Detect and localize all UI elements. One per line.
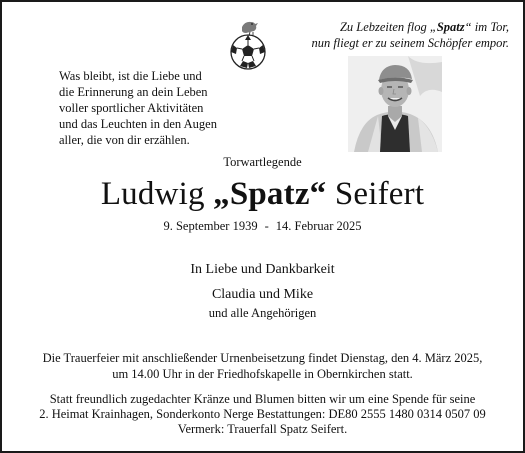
- donation-notice: [2, 392, 523, 437]
- birth-date: 9. September 1939: [163, 219, 258, 233]
- poem-line: die Erinnerung an dein Leben: [59, 85, 208, 99]
- donation-notice-line: Vermerk: Trauerfall Spatz Seifert.: [177, 422, 348, 436]
- poem-line: und das Leuchten in den Augen: [59, 117, 217, 131]
- poem-line: aller, die von dir erzählen.: [59, 133, 190, 147]
- soccer-ball-with-bird-icon: [226, 19, 270, 71]
- death-date: 14. Februar 2025: [275, 219, 362, 233]
- motto-line-2: nun fliegt er zu seinem Schöpfer empor.: [311, 36, 509, 50]
- deceased-name: [2, 174, 523, 214]
- date-separator: -: [264, 219, 269, 233]
- tagline: Torwartlegende: [223, 155, 302, 169]
- motto: [311, 19, 509, 51]
- portrait-photo: [348, 56, 442, 152]
- poem: [59, 68, 217, 148]
- poem-line: Was bleibt, ist die Liebe und: [59, 69, 202, 83]
- donation-notice-line: 2. Heimat Krainhagen, Sonderkonto Nerge Bestattungen: DE80 2555 1480 0314 0507 09: [39, 407, 486, 421]
- funeral-notice: [2, 350, 523, 382]
- first-name: Ludwig: [100, 176, 214, 212]
- nickname: „Spatz“: [213, 176, 327, 212]
- mourners: Claudia und Mike: [211, 287, 314, 302]
- last-name: Seifert: [326, 176, 425, 212]
- funeral-notice-line: Die Trauerfeier mit anschließender Urnenbeisetzung findet Dienstag, den 4. März 2025,: [42, 351, 483, 365]
- motto-line-1-post: “ im Tor,: [464, 20, 509, 34]
- motto-line-1-nickname: Spatz: [436, 20, 465, 34]
- funeral-notice-line: um 14.00 Uhr in der Friedhofskapelle in Obernkirchen statt.: [112, 367, 413, 381]
- life-dates: [2, 219, 523, 234]
- motto-line-1: [311, 19, 509, 35]
- donation-notice-line: Statt freundlich zugedachter Kränze und Blumen bitten wir um eine Spende für seine: [49, 392, 476, 406]
- relatives: und alle Angehörigen: [208, 306, 317, 320]
- love-line: In Liebe und Dankbarkeit: [190, 262, 335, 277]
- motto-line-1-pre: Zu Lebzeiten flog „: [339, 20, 437, 34]
- poem-line: voller sportlicher Aktivitäten: [59, 101, 204, 115]
